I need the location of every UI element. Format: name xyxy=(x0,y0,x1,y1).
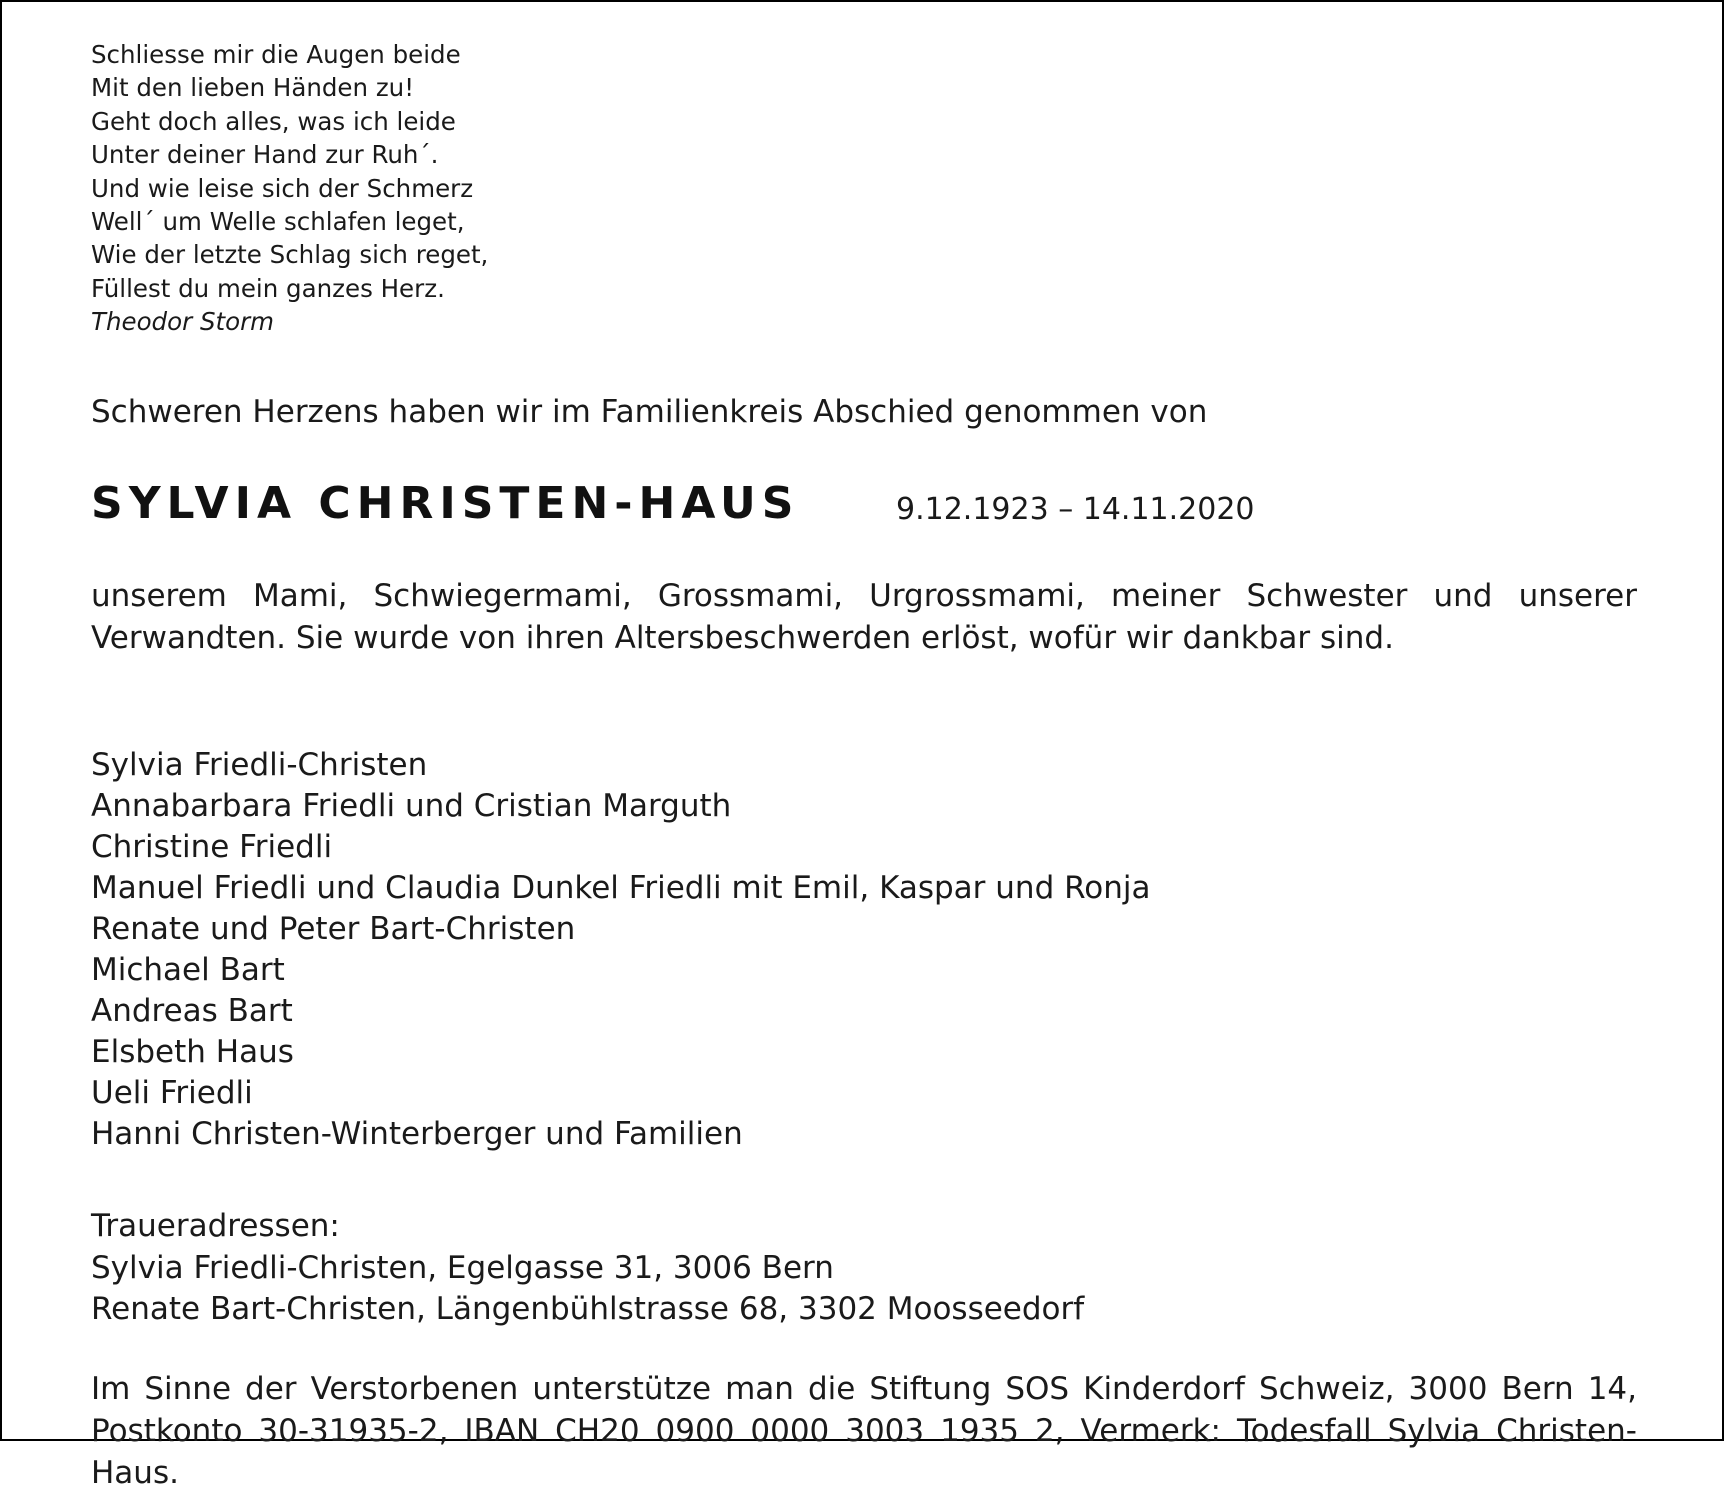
deceased-header xyxy=(91,474,1637,544)
deceased-name: SYLVIA CHRISTEN-HAUS xyxy=(91,478,800,529)
mourners-list xyxy=(91,745,1150,1155)
mourner-entry: Elsbeth Haus xyxy=(91,1034,294,1070)
mourner-entry: Ueli Friedli xyxy=(91,1075,253,1111)
poem-line: Unter deiner Hand zur Ruh´. xyxy=(91,140,439,170)
poem-line: Schliesse mir die Augen beide xyxy=(91,40,461,69)
poem-line: Füllest du mein ganzes Herz. xyxy=(91,273,445,303)
poem-line: Well´ um Welle schlafen leget, xyxy=(91,207,465,237)
mourner-entry: Annabarbara Friedli und Cristian Marguth xyxy=(91,788,732,824)
mourner-entry: Sylvia Friedli-Christen xyxy=(91,747,428,783)
mourner-entry: Michael Bart xyxy=(91,952,285,988)
intro-text: Schweren Herzens haben wir im Familienkreis Abschied genommen von xyxy=(91,394,1208,430)
addresses-heading: Traueradressen: xyxy=(91,1208,340,1244)
poem-author: Theodor Storm xyxy=(91,307,275,337)
poem-line: Geht doch alles, was ich leide xyxy=(91,106,456,136)
poem-line: Und wie leise sich der Schmerz xyxy=(91,173,474,203)
mourner-entry: Hanni Christen-Winterberger und Familien xyxy=(91,1116,743,1152)
poem-line: Mit den lieben Händen zu! xyxy=(91,73,415,103)
mourner-entry: Christine Friedli xyxy=(91,829,333,865)
donation-note: Im Sinne der Verstorbenen unterstütze man die Stiftung SOS Kinderdorf Schweiz, 3000 Bern 14, Postkonto 30-31935-2, IBAN CH20 0900 0000 3003 1935 2, Vermerk: Todesfall Sylvia Christen-Haus. xyxy=(91,1371,1637,1491)
mourner-entry: Andreas Bart xyxy=(91,993,293,1029)
mourner-entry: Manuel Friedli und Claudia Dunkel Friedli mit Emil, Kaspar und Ronja xyxy=(91,870,1151,906)
mourner-entry: Renate und Peter Bart-Christen xyxy=(91,911,576,947)
poem-line: Wie der letzte Schlag sich reget, xyxy=(91,240,489,270)
life-dates: 9.12.1923 – 14.11.2020 xyxy=(896,492,1255,527)
mourning-addresses xyxy=(91,1206,1084,1331)
poem xyxy=(91,38,1637,339)
notice-content xyxy=(91,38,1637,1491)
dedication-text: unserem Mami, Schwiegermami, Grossmami, Urgrossmami, meiner Schwester und unserer Verwandten. Sie wurde von ihren Altersbeschwerden erlöst, wofür wir dankbar sind. xyxy=(91,578,1637,656)
address-line: Renate Bart-Christen, Längenbühlstrasse 68, 3302 Moosseedorf xyxy=(91,1291,1085,1327)
address-line: Sylvia Friedli-Christen, Egelgasse 31, 3006 Bern xyxy=(91,1249,834,1286)
